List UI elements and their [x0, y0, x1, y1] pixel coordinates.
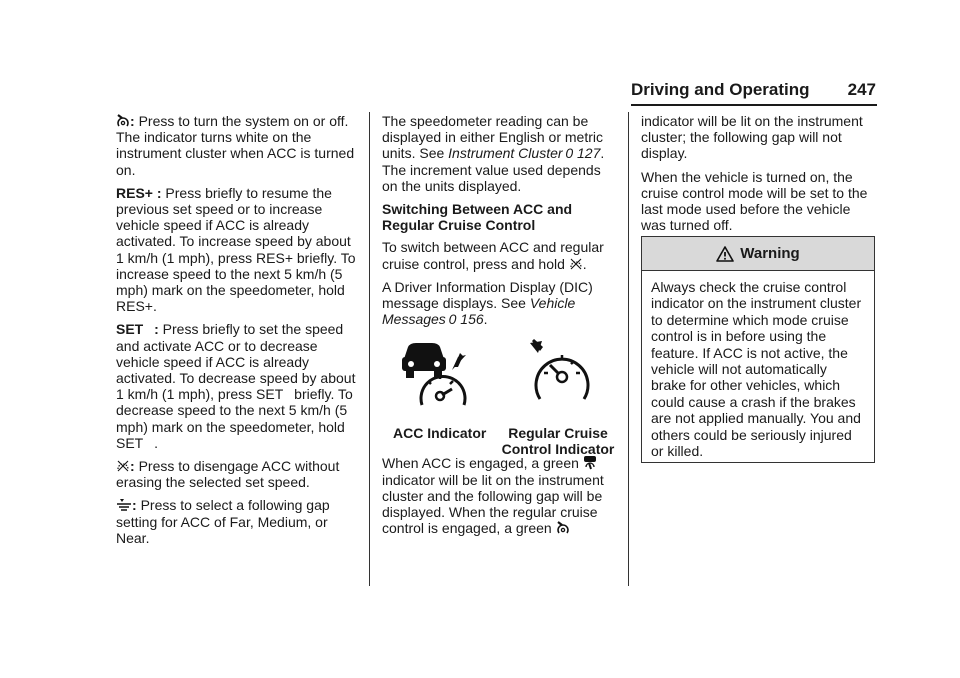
- cancel-text: Press to disengage ACC without erasing the selected set speed.: [116, 458, 340, 491]
- acc-indicator-caption: ACC Indicator: [393, 425, 487, 442]
- paragraph-engaged: [382, 455, 618, 536]
- acc-car-icon: [583, 455, 597, 470]
- paragraph-set: [116, 321, 356, 451]
- res-label: RES+ :: [116, 184, 162, 201]
- gap-text: Press to select a following gap setting for ACC of Far, Medium, or Near.: [116, 497, 330, 546]
- paragraph-res: [116, 185, 356, 315]
- acc-indicator-icon: [400, 343, 472, 407]
- warning-title: Warning: [740, 245, 800, 262]
- paragraph-cancel: [116, 458, 356, 490]
- paragraph-speedometer: [382, 113, 618, 194]
- paragraph-on-off: [116, 113, 356, 178]
- on-off-text: Press to turn the system on or off. The indicator turns white on the instrument cluster when ACC is turned on.: [116, 113, 355, 178]
- page-number: 247: [847, 80, 876, 99]
- vehicle-messages-ref[interactable]: 0 156: [448, 311, 484, 328]
- cruise-on-off-icon: [556, 521, 570, 535]
- speedometer-text: The speedometer reading can be displayed in either English or metric units. See: [382, 113, 603, 162]
- paragraph-dic: [382, 279, 618, 328]
- following-gap-icon: [116, 498, 132, 512]
- switching-heading: Switching Between ACC and Regular Cruise Control: [382, 201, 573, 234]
- section-title: Driving and Operating: [631, 80, 810, 99]
- speedometer-text-end: . The increment value used depends on the units displayed.: [382, 145, 605, 194]
- warning-text: Always check the cruise control indicator on the instrument cluster to determine which mode cruise control is in before using the feature. If ACC is not active, the vehicle will not automatically brake for other vehicles, which could cause a crash if the brakes are not applied manually. You and others could be seriously injured or killed.: [651, 279, 862, 460]
- dic-text-end: .: [483, 311, 488, 328]
- vehicle-messages-link[interactable]: Vehicle Messages: [382, 295, 576, 328]
- paragraph-indicator-lit: indicator will be lit on the instrument cluster; the following gap will not display.: [641, 113, 863, 162]
- cruise-on-off-icon: [116, 114, 130, 128]
- column-divider-1: [369, 112, 370, 586]
- column-2: [382, 113, 618, 543]
- cancel-cruise-icon: [116, 459, 130, 473]
- res-text: Press briefly to resume the previous set speed or to increase vehicle speed if ACC is already activated. To increase speed by about 1 km/h (1 mph), press RES+ briefly. To increase speed to the next 5 km/h (5 mph) mark on the speedometer, hold RES+.: [116, 184, 356, 315]
- paragraph-vehicle-on: When the vehicle is turned on, the cruise control mode will be set to the last mode used before the vehicle was turned off.: [641, 168, 868, 234]
- paragraph-switch: To switch between ACC and regular cruise control, press and hold .: [382, 239, 604, 272]
- gap-label: :: [132, 497, 137, 514]
- on-off-label: :: [130, 113, 135, 129]
- warning-box: [641, 236, 875, 463]
- column-divider-2: [628, 112, 629, 586]
- engaged-text-a: When ACC is engaged, a green: [382, 455, 579, 472]
- indicator-figure: [382, 339, 618, 458]
- column-1: [116, 113, 356, 553]
- regular-cruise-indicator-icon: [528, 339, 594, 405]
- column-3: [641, 113, 877, 240]
- switch-text: To switch between ACC and regular cruise control, press and hold: [382, 239, 604, 272]
- dic-text: A Driver Information Display (DIC) message displays. See: [382, 278, 593, 312]
- warning-triangle-icon: [716, 246, 734, 262]
- engaged-text-b: indicator will be lit on the instrument cluster and the following gap will be displayed. When the regular cruise control is engaged, a green: [382, 471, 604, 537]
- instrument-cluster-link[interactable]: Instrument Cluster: [448, 145, 563, 162]
- warning-header: [642, 237, 874, 271]
- set-label: SET :: [116, 321, 159, 338]
- regular-cruise-caption: Regular Cruise Control Indicator: [501, 425, 615, 458]
- instrument-cluster-ref[interactable]: 0 127: [565, 145, 601, 162]
- header-rule: [631, 104, 877, 106]
- paragraph-gap: [116, 497, 356, 546]
- cancel-cruise-icon: [569, 257, 583, 271]
- set-text: Press briefly to set the speed and activate ACC or to decrease vehicle speed if ACC is already activated. To decrease speed by about 1 km/h (1 mph), press SET briefly. To decrease speed to the next 5 km/h (5 mph) mark on the speedometer, hold SET .: [116, 321, 356, 451]
- cancel-label: :: [130, 458, 135, 475]
